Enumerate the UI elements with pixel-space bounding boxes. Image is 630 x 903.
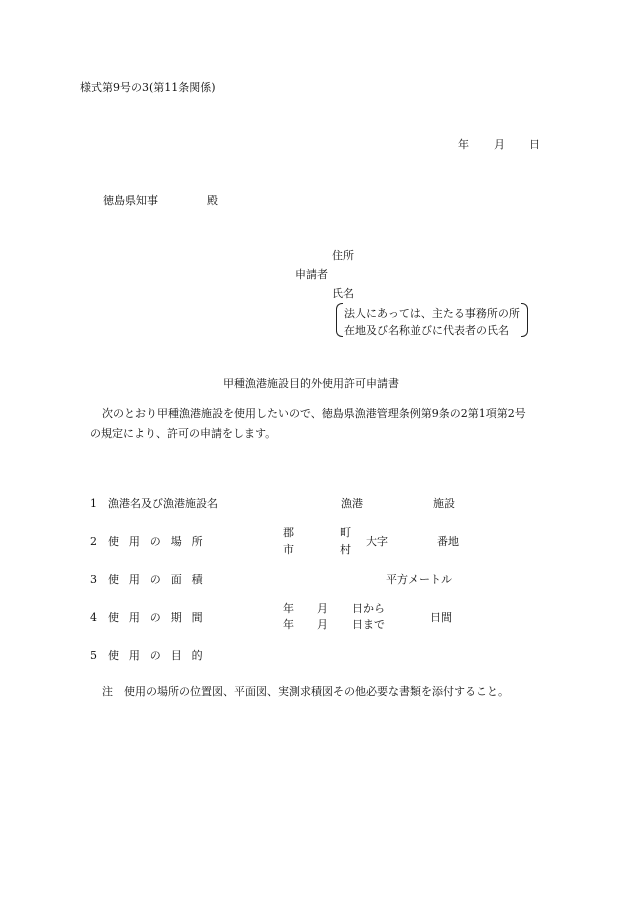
corporate-note-bracket (336, 303, 528, 337)
item-label: 使用の期間 (108, 611, 213, 624)
item-number: 2 (90, 535, 97, 548)
applicant-label: 申請者 (295, 268, 328, 281)
attachment-note: 注 使用の場所の位置図、平面図、実測求積図その他必要な書類を添付すること。 (102, 685, 509, 698)
form-number: 様式第9号の3(第11条関係) (80, 81, 216, 94)
end-day: 日まで (352, 618, 385, 631)
oaza-label: 大字 (366, 535, 388, 548)
shi-label: 市 (283, 543, 294, 556)
duration-days: 日間 (430, 611, 452, 624)
body-line1: 次のとおり甲種漁港施設を使用したいので、徳島県漁港管理条例第9条の2第1項第2号 (102, 407, 526, 420)
corporate-note-line1: 法人にあっては、主たる事務所の所 (344, 307, 520, 320)
mura-label: 村 (340, 543, 351, 556)
item-label: 使用の目的 (108, 649, 213, 662)
gun-label: 郡 (283, 526, 294, 539)
body-line2: の規定により、許可の申請をします。 (90, 427, 277, 440)
date-month: 月 (494, 138, 505, 151)
facility-suffix: 施設 (433, 497, 455, 510)
banchi-label: 番地 (437, 535, 459, 548)
start-year: 年 (283, 602, 294, 615)
addressee-honorific: 殿 (207, 194, 218, 207)
address-label: 住所 (332, 249, 354, 262)
addressee-name: 徳島県知事 (103, 194, 158, 207)
item-label: 使用の面積 (108, 573, 213, 586)
date-day: 日 (529, 138, 540, 151)
document-title: 甲種漁港施設目的外使用許可申請書 (223, 377, 399, 390)
machi-label: 町 (340, 526, 351, 539)
item-number: 5 (90, 649, 97, 662)
end-month: 月 (317, 618, 328, 631)
name-label: 氏名 (332, 287, 354, 300)
bracket-right (521, 303, 528, 337)
area-unit: 平方メートル (386, 573, 452, 586)
date-year: 年 (458, 138, 469, 151)
bracket-left (336, 303, 343, 337)
start-month: 月 (317, 602, 328, 615)
port-name-suffix: 漁港 (341, 497, 363, 510)
corporate-note-line2: 在地及び名称並びに代表者の氏名 (344, 324, 509, 337)
item-label: 使用の場所 (108, 535, 213, 548)
end-year: 年 (283, 618, 294, 631)
item-label: 漁港名及び漁港施設名 (108, 497, 218, 510)
start-day: 日から (352, 602, 385, 615)
item-number: 3 (90, 573, 97, 586)
item-number: 1 (90, 497, 97, 510)
item-number: 4 (90, 611, 97, 624)
